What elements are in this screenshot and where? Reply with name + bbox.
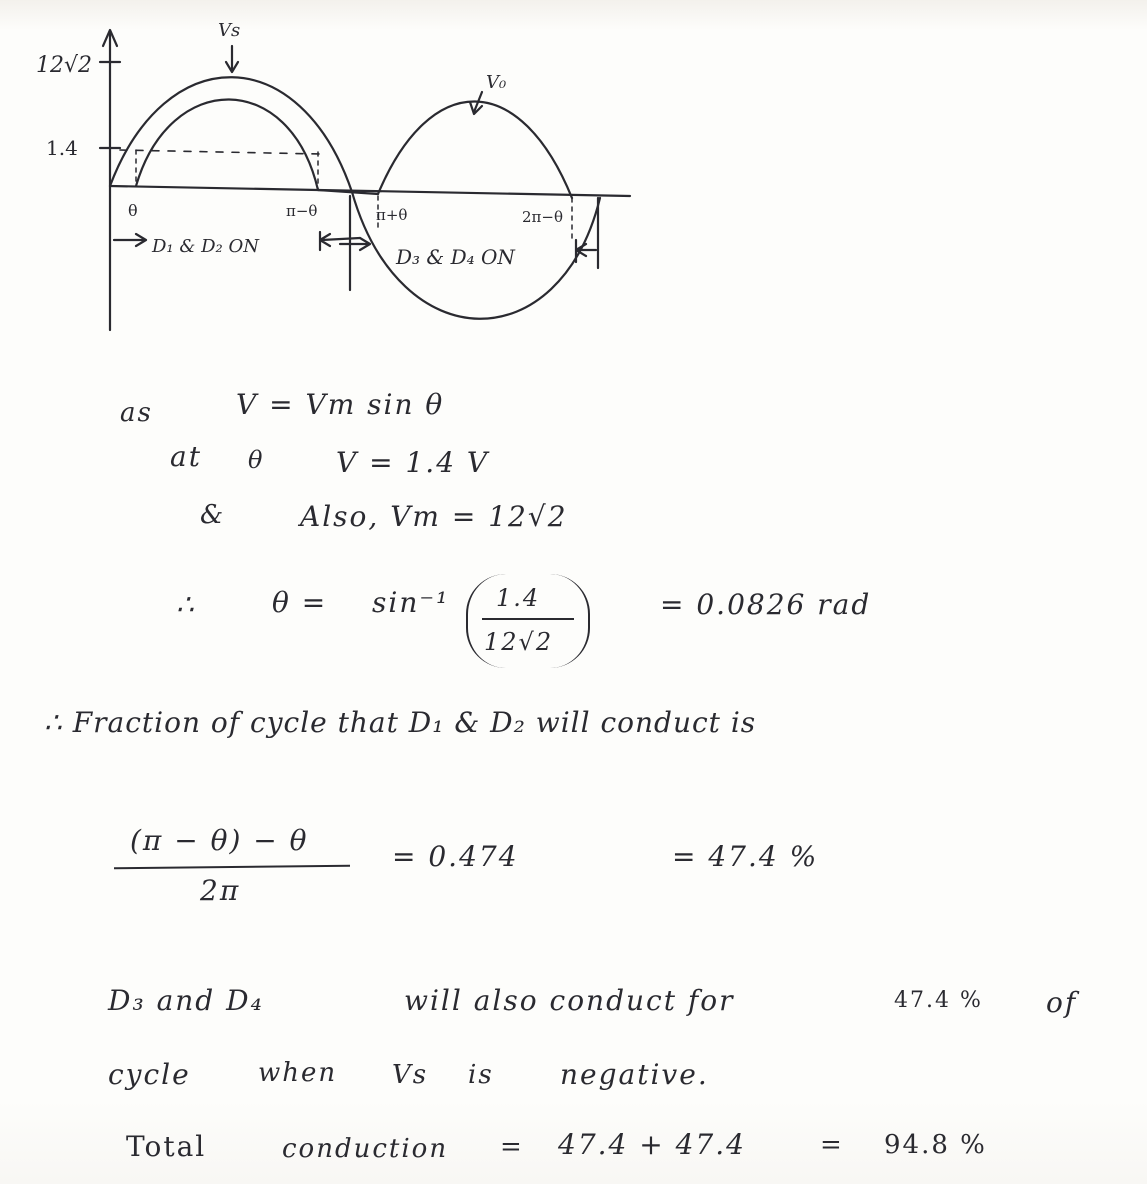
total-equals-2: = — [820, 1130, 844, 1160]
line2-theta: θ — [248, 446, 265, 474]
arcsin-numerator: 1.4 — [496, 584, 541, 612]
arcsin-fraction-bar — [482, 618, 574, 620]
equation-v-sin: V = Vm sin θ — [236, 388, 445, 421]
vs-label: Vs — [218, 20, 241, 41]
conduction-percent: = 47.4 % — [672, 840, 819, 873]
therefore-symbol: ∴ — [176, 588, 196, 621]
conduction-decimal: = 0.474 — [392, 840, 519, 873]
two-pi-minus-theta-label: 2π−θ — [522, 208, 564, 226]
vo-second-positive-curve — [378, 101, 572, 198]
vs-positive-curve — [110, 77, 352, 192]
equation-vm: Also, Vm = 12√2 — [300, 500, 568, 533]
line3-prefix: & — [200, 500, 226, 530]
fraction-statement: ∴ Fraction of cycle that D₁ & D₂ will conduct is — [44, 706, 757, 739]
d1d2-interval-arrow — [114, 234, 146, 246]
line1-prefix: as — [120, 398, 153, 428]
cycle-text: cycle — [108, 1058, 191, 1091]
when-text: when — [258, 1058, 338, 1088]
conduct-text: will also conduct for — [404, 984, 735, 1017]
pi-minus-theta-label: π−θ — [286, 202, 318, 220]
total-equals-1: = — [500, 1132, 524, 1162]
conduction-text: conduction — [282, 1134, 449, 1164]
vo-label: V₀ — [486, 72, 507, 93]
arcsin-label: sin⁻¹ — [372, 586, 450, 619]
total-sum: 47.4 + 47.4 — [558, 1128, 746, 1161]
theta-label: θ — [128, 201, 138, 220]
conduction-fraction-denominator: 2π — [200, 874, 241, 907]
total-text: Total — [126, 1130, 207, 1163]
vo-positive-curve — [136, 99, 318, 190]
waveform-graph — [0, 0, 1147, 360]
vs-text: Vs — [392, 1060, 429, 1090]
arcsin-denominator: 12√2 — [484, 628, 554, 656]
conduction-fraction-bar — [114, 865, 350, 869]
theta-equals: θ = — [272, 586, 328, 619]
equation-v-value: V = 1.4 V — [336, 446, 490, 479]
pi-plus-theta-label: π+θ — [376, 206, 408, 224]
of-text: of — [1046, 986, 1078, 1019]
y-label-mid: 1.4 — [46, 136, 78, 160]
vs-arrow — [226, 46, 238, 72]
conduction-fraction-numerator: (π − θ) − θ — [130, 824, 309, 857]
total-result: 94.8 % — [884, 1130, 987, 1160]
y-label-top: 12√2 — [36, 53, 93, 78]
d1d2-on-label: D₁ & D₂ ON — [152, 236, 259, 257]
line2-prefix: at — [170, 440, 202, 473]
d3d4-percent: 47.4 % — [894, 988, 983, 1013]
d3d4-on-label: D₃ & D₄ ON — [396, 245, 515, 269]
d3d4-text: D₃ and D₄ — [108, 984, 264, 1017]
vo-arrow — [470, 92, 482, 114]
theta-result: = 0.0826 rad — [660, 588, 872, 621]
is-text: is — [468, 1060, 494, 1090]
negative-text: negative. — [560, 1058, 709, 1091]
